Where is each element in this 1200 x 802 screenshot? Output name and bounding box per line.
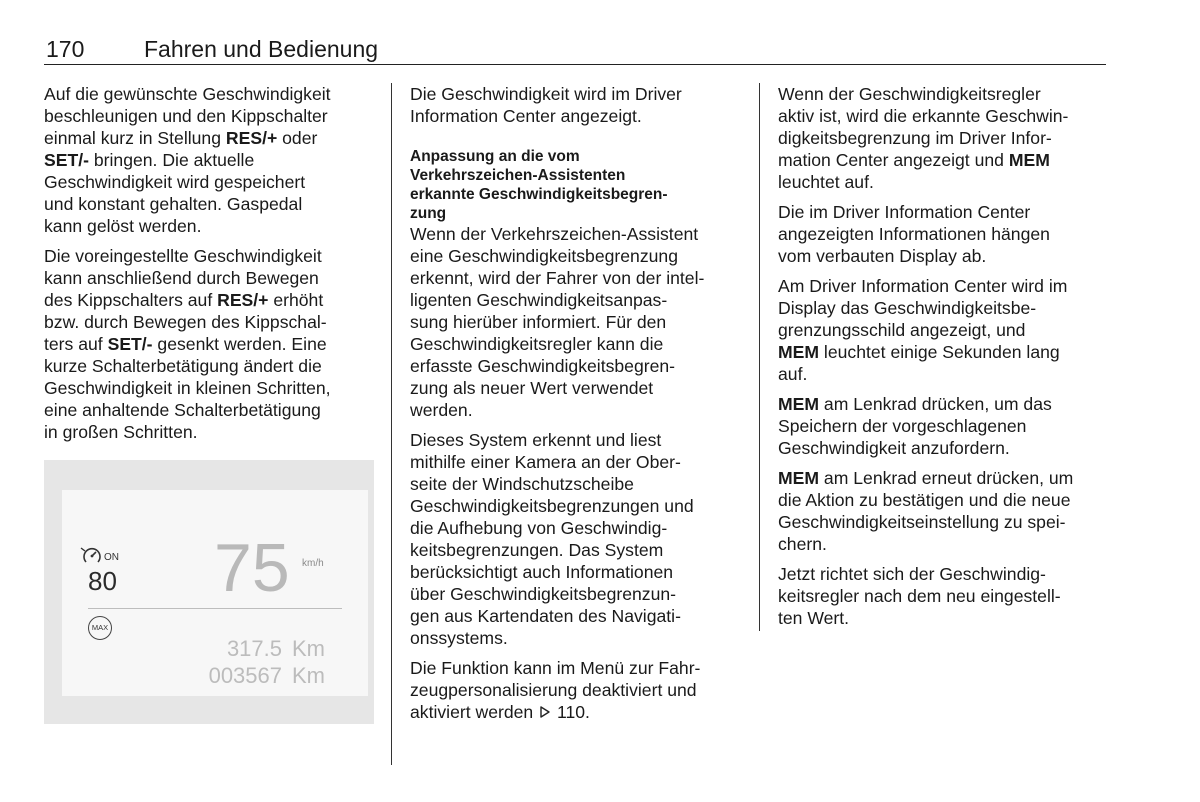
paragraph: Die voreingestellte Geschwindigkeit kann anschließend durch Bewegen des Kippschalters auf RES/+ erhöht bzw. durch Bewegen des Kippschal- ters auf SET/- gesenkt werden. Eine kurze Schalterbetätigung ändert die Geschwindigkeit in kleinen Schritten, eine anhaltende Schalterbetätigung in großen Schritten. — [44, 246, 331, 442]
paragraph: Jetzt richtet sich der Geschwindig- keitsregler nach dem neu eingestell- ten Wert. — [778, 564, 1061, 628]
column-divider-left — [391, 83, 392, 765]
display-divider — [88, 608, 342, 609]
paragraph: MEM am Lenkrad erneut drücken, um die Aktion zu bestätigen und die neue Geschwindigkeitseinstellung zu spei- chern. — [778, 468, 1074, 554]
paragraph: Auf die gewünschte Geschwindigkeit beschleunigen und den Kippschalter einmal kurz in Stellung RES/+ oder SET/- bringen. Die aktuelle Geschwindigkeit wird gespeichert und konstant gehalten. Gaspedal kann gelöst werden. — [44, 84, 331, 236]
column-divider-right — [759, 83, 760, 631]
section-heading: Anpassung an die vom Verkehrszeichen-Assistenten erkannte Geschwindigkeitsbegren- zung — [410, 148, 668, 222]
paragraph: MEM am Lenkrad drücken, um das Speichern der vorgeschlagenen Geschwindigkeit anzufordern. — [778, 394, 1052, 458]
page-reference-arrow-icon — [538, 705, 552, 719]
chapter-title: Fahren und Bedienung — [144, 36, 379, 62]
paragraph: Wenn der Verkehrszeichen-Assistent eine Geschwindigkeitsbegrenzung erkennt, wird der Fahrer von der intel- ligenten Geschwindigkeitsanpas- sung hierüber informiert. Für den Geschwindigkeitsregler kann die erfasste Geschwindigkeitsbegren- zung als neuer Wert verwendet werden. — [410, 224, 705, 420]
cruise-on-label: ON — [104, 552, 119, 563]
trip-value: 317.5 — [226, 636, 282, 661]
odometer-unit: Km — [292, 663, 325, 688]
set-speed-value: 80 — [88, 566, 117, 596]
column-1 — [44, 83, 374, 451]
paragraph: Die Geschwindigkeit wird im Driver Information Center angezeigt. — [410, 84, 682, 126]
paragraph: Dieses System erkennt und liest mithilfe einer Kamera an der Ober- seite der Windschutzscheibe Geschwindigkeitsbegrenzungen und die Aufhebung von Geschwindig- keitsbegrenzungen. Das System berücksichtigt auch Informationen über Geschwindigkeitsbegrenzun- gen aus Kartendaten des Navigati- onssystems. — [410, 430, 694, 648]
page-header — [44, 34, 1106, 65]
current-speed: 75 — [214, 530, 290, 606]
column-3 — [778, 83, 1108, 637]
speed-unit: km/h — [302, 558, 324, 569]
page-number: 170 — [46, 36, 85, 62]
cruise-control-icon — [80, 545, 104, 567]
paragraph: Wenn der Geschwindigkeitsregler aktiv ist, wird die erkannte Geschwin- digkeitsbegrenzung im Driver Infor- mation Center angezeigt und MEM leuchtet auf. — [778, 84, 1069, 192]
paragraph: Die im Driver Information Center angezeigten Informationen hängen vom verbauten Display ab. — [778, 202, 1050, 266]
paragraph: Die Funktion kann im Menü zur Fahr- zeugpersonalisierung deaktiviert und aktiviert werden 110. — [410, 658, 701, 722]
instrument-display-illustration — [44, 460, 374, 724]
display-screen — [62, 490, 368, 696]
odometer-value: 003567 — [208, 663, 282, 688]
max-speed-icon: MAX — [88, 616, 112, 640]
column-2 — [410, 83, 745, 731]
trip-unit: Km — [292, 636, 325, 661]
paragraph: Am Driver Information Center wird im Display das Geschwindigkeitsbe- grenzungsschild angezeigt, und MEM leuchtet einige Sekunden lang auf. — [778, 276, 1068, 384]
page-reference-link[interactable]: 110. — [557, 702, 590, 722]
